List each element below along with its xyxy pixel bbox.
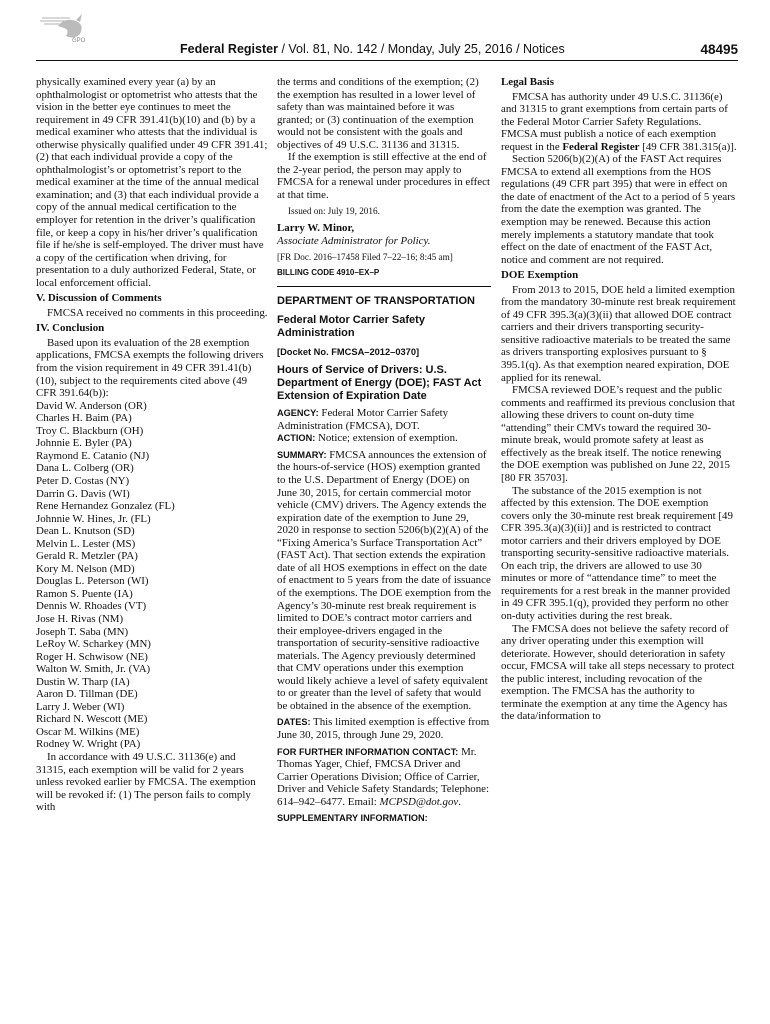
list-item: Dennis W. Rhoades (VT) xyxy=(36,600,147,613)
paragraph-text: [49 CFR 381.315(a)]. xyxy=(639,140,737,153)
list-item: Roger H. Schwisow (NE) xyxy=(36,650,148,663)
list-item: Melvin L. Lester (MS) xyxy=(36,537,136,550)
column-2 xyxy=(277,76,491,825)
paragraph-text: FMCSA has authority under 49 U.S.C. 31136(e) and 31315 to grant exemptions from certain parts of the Federal Motor Carrier Safety Regulations. FMCSA must publish a notice of each exemption request in the xyxy=(501,90,728,153)
agency-field xyxy=(277,407,491,432)
paragraph: If the exemption is still effective at the end of the 2-year period, the person may apply to FMCSA for a renewal under procedures in effect at that time. xyxy=(277,151,491,201)
contact-email: MCPSD@dot.gov xyxy=(379,795,459,808)
list-item: Dean L. Knutson (SD) xyxy=(36,525,135,538)
signer-name: Larry W. Minor, xyxy=(277,222,355,235)
section-heading-conclusion: IV. Conclusion xyxy=(36,322,105,335)
paragraph: The FMCSA does not believe the safety record of any driver operating under this exemption will deteriorate. However, should deterioration in safety occur, FMCSA will take all steps necessary to protect the public interest, including revocation of the exemption. The FMCSA has the authority to terminate the exemption at any time the Agency has the data/information to xyxy=(501,622,735,723)
agency-label: AGENCY: xyxy=(277,408,319,419)
action-field xyxy=(277,432,491,445)
list-item: Oscar M. Wilkins (ME) xyxy=(36,725,140,738)
list-item: Rene Hernandez Gonzalez (FL) xyxy=(36,500,175,513)
summary-value: FMCSA announces the extension of the hours-of-service (HOS) exemption granted to the U.S. Department of Energy (DOE) on June 30, 2015, for certain commercial motor vehicle (CMV) drivers. The Agency extends the expiration date of the exemption to June 29, 2020 in response to section 5206(b)(2)(A) of the “Fixing America’s Surface Transportation Act” (FAST Act). That section extends the expiration date of all HOS exemptions in effect on the date of enactment to 5 years from the date of issuance of the exemptions. The DOE exemption from the Agency’s 30-minute rest break requirement is limited to DOE’s contract motor carriers and their employee-drivers engaged in the transportation of security-sensitive radioactive materials. The Agency previously determined that CMV operations under this exemption would likely achieve a level of safety equivalent to or greater than the level of safety that would be obtained in the absence of the exemption. xyxy=(277,448,491,712)
paragraph: From 2013 to 2015, DOE held a limited exemption from the mandatory 30-minute rest break requirement of 49 CFR 395.3(a)(3)(ii) that allowed DOE contract carriers and their drivers transporting security-sensitive radioactive materials to be treated the same as drivers transporting explosives pursuant to § 395.1(q). As that exemption neared expiration, DOE applied for its renewal. xyxy=(501,283,736,384)
section-heading-doe-exemption: DOE Exemption xyxy=(501,269,579,282)
issued-date: Issued on: July 19, 2016. xyxy=(288,206,380,217)
gpo-authentication-seal-icon xyxy=(36,10,92,44)
paragraph xyxy=(501,91,737,154)
list-item: Gerald R. Metzler (PA) xyxy=(36,550,138,563)
svg-text:GPO: GPO xyxy=(72,38,86,44)
list-item: Darrin G. Davis (WI) xyxy=(36,487,130,500)
page-header xyxy=(36,42,738,61)
page-number: 48495 xyxy=(700,42,738,57)
department-heading: DEPARTMENT OF TRANSPORTATION xyxy=(277,295,475,308)
action-value: Notice; extension of exemption. xyxy=(315,432,458,445)
list-item: Kory M. Nelson (MD) xyxy=(36,562,135,575)
document-title: Hours of Service of Drivers: U.S. Department of Energy (DOE); FAST Act Extension of Expiration Date xyxy=(277,364,482,403)
contact-value: Mr. Thomas Yager, Chief, FMCSA Driver and Carrier Operations Division; Office of Carrier, Driver and Vehicle Safety Standards; Telephone: 614–942–6477. Email: xyxy=(277,745,490,808)
list-item: Ramon S. Puente (IA) xyxy=(36,587,133,600)
dates-value: This limited exemption is effective from June 30, 2015, through June 29, 2020. xyxy=(277,716,490,741)
header-federal-register: Federal Register xyxy=(180,42,278,56)
agency-value: Federal Motor Carrier Safety Administration (FMCSA), DOT. xyxy=(277,407,449,432)
list-item: David W. Anderson (OR) xyxy=(36,399,147,412)
paragraph: In accordance with 49 U.S.C. 31136(e) and 31315, each exemption will be valid for 2 years unless revoked earlier by FMCSA. The exemption will be revoked if: (1) The person fails to comply with xyxy=(36,750,256,814)
list-item: Rodney W. Wright (PA) xyxy=(36,738,141,751)
section-heading-discussion: V. Discussion of Comments xyxy=(36,292,162,305)
billing-code: BILLING CODE 4910–EX–P xyxy=(277,267,380,277)
list-item: Johnnie E. Byler (PA) xyxy=(36,437,132,450)
list-item: Douglas L. Peterson (WI) xyxy=(36,575,149,588)
list-item: Larry J. Weber (WI) xyxy=(36,700,125,713)
paragraph: Section 5206(b)(2)(A) of the FAST Act requires FMCSA to extend all exemptions from the HOS regulations (49 CFR part 395) that were in effect on the date of enactment of the Act to a period of 5 years from the date the exemption was granted. The exemption may be renewed. Because this action merely implements a statutory mandate that took effect on the date of enactment of the FAST Act, notice and comment are not required. xyxy=(501,153,736,266)
paragraph: Based upon its evaluation of the 28 exemption applications, FMCSA exempts the following drivers from the vision requirement in 49 CFR 391.41(b)(10), subject to the requirements cited above (49 CFR 391.64(b)): xyxy=(36,336,264,400)
list-item: Aaron D. Tillman (DE) xyxy=(36,688,138,701)
column-3 xyxy=(501,76,737,723)
federal-register-ref: Federal Register xyxy=(562,140,640,153)
paragraph: the terms and conditions of the exemption; (2) the exemption has resulted in a lower level of safety than was maintained before it was granted; or (3) continuation of the exemption would not be consistent with the goals and objectives of 49 U.S.C. 31136 and 31315. xyxy=(277,76,479,151)
contact-end: . xyxy=(458,795,461,808)
header-citation xyxy=(180,42,565,56)
summary-field xyxy=(277,449,491,712)
list-item: Raymond E. Catanio (NJ) xyxy=(36,449,150,462)
list-item: LeRoy W. Scharkey (MN) xyxy=(36,638,151,651)
contact-label: FOR FURTHER INFORMATION CONTACT: xyxy=(277,746,459,757)
list-item: Johnnie W. Hines, Jr. (FL) xyxy=(36,512,151,525)
list-item: Walton W. Smith, Jr. (VA) xyxy=(36,663,151,676)
signer-title: Associate Administrator for Policy. xyxy=(277,234,431,247)
list-item: Troy C. Blackburn (OH) xyxy=(36,424,144,437)
paragraph: physically examined every year (a) by an ophthalmologist or optometrist who attests that the vision in the better eye continues to meet the requirement in 49 CFR 391.41(b)(10) and (b) by a medical examiner who attests that the individual is otherwise physically qualified under 49 CFR 391.41; (2) that each individual provide a copy of the ophthalmologist’s or optometrist’s report to the medical examiner at the time of the annual medical examination; and (3) that each individual provide a copy of the annual medical certification to the employer for retention in the driver’s qualification file, or keep a copy in his/her driver’s qualification file if he/she is self-employed. The driver must have a copy of the certification when driving, for presentation to a duly authorized Federal, State, or local enforcement official. xyxy=(36,76,268,289)
section-heading-legal-basis: Legal Basis xyxy=(501,76,554,88)
agency-heading: Federal Motor Carrier Safety Administration xyxy=(277,313,425,339)
list-item: Joseph T. Saba (MN) xyxy=(36,625,129,638)
list-item: Jose H. Rivas (NM) xyxy=(36,612,124,625)
column-1 xyxy=(36,76,268,814)
docket-number: [Docket No. FMCSA–2012–0370] xyxy=(277,346,420,357)
dates-label: DATES: xyxy=(277,717,311,728)
paragraph: The substance of the 2015 exemption is not affected by this extension. The DOE exemption covers only the 30-minute rest break requirement [49 CFR 395.3(a)(3)(ii)] and is restricted to contract motor carriers and their drivers employed by DOE transporting security-sensitive radioactive materials. On each trip, the drivers are allowed to use 30 minutes or more of “attendance time” to meet the requirements for a rest break in the manner provided in 49 CFR 395.1(q), provided they perform no other on-duty activities during the rest break. xyxy=(501,484,733,622)
paragraph: FMCSA received no comments in this proceeding. xyxy=(47,306,268,319)
list-item: Charles H. Baim (PA) xyxy=(36,412,132,425)
fr-doc-reference: [FR Doc. 2016–17458 Filed 7–22–16; 8:45 am] xyxy=(277,252,453,263)
header-details: / Vol. 81, No. 142 / Monday, July 25, 2016 / Notices xyxy=(277,42,565,56)
list-item: Dana L. Colberg (OR) xyxy=(36,462,134,475)
contact-field xyxy=(277,746,491,809)
summary-label: SUMMARY: xyxy=(277,449,327,460)
divider xyxy=(277,286,491,287)
dates-field xyxy=(277,716,491,741)
action-label: ACTION: xyxy=(277,433,316,444)
paragraph: FMCSA reviewed DOE’s request and the public comments and reaffirmed its previous conclusion that allowing these drivers to count on-duty time “attending” their CMVs toward the required 30-minute break, would promote safety at least as effectively as the break itself. The notice renewing the DOE exemption was published on June 22, 2015 [80 FR 35703]. xyxy=(501,384,735,484)
supplementary-label: SUPPLEMENTARY INFORMATION: xyxy=(277,813,428,824)
list-item: Peter D. Costas (NY) xyxy=(36,474,130,487)
list-item: Richard N. Wescott (ME) xyxy=(36,713,148,726)
list-item: Dustin W. Tharp (IA) xyxy=(36,675,130,688)
exempt-driver-list xyxy=(36,400,268,751)
